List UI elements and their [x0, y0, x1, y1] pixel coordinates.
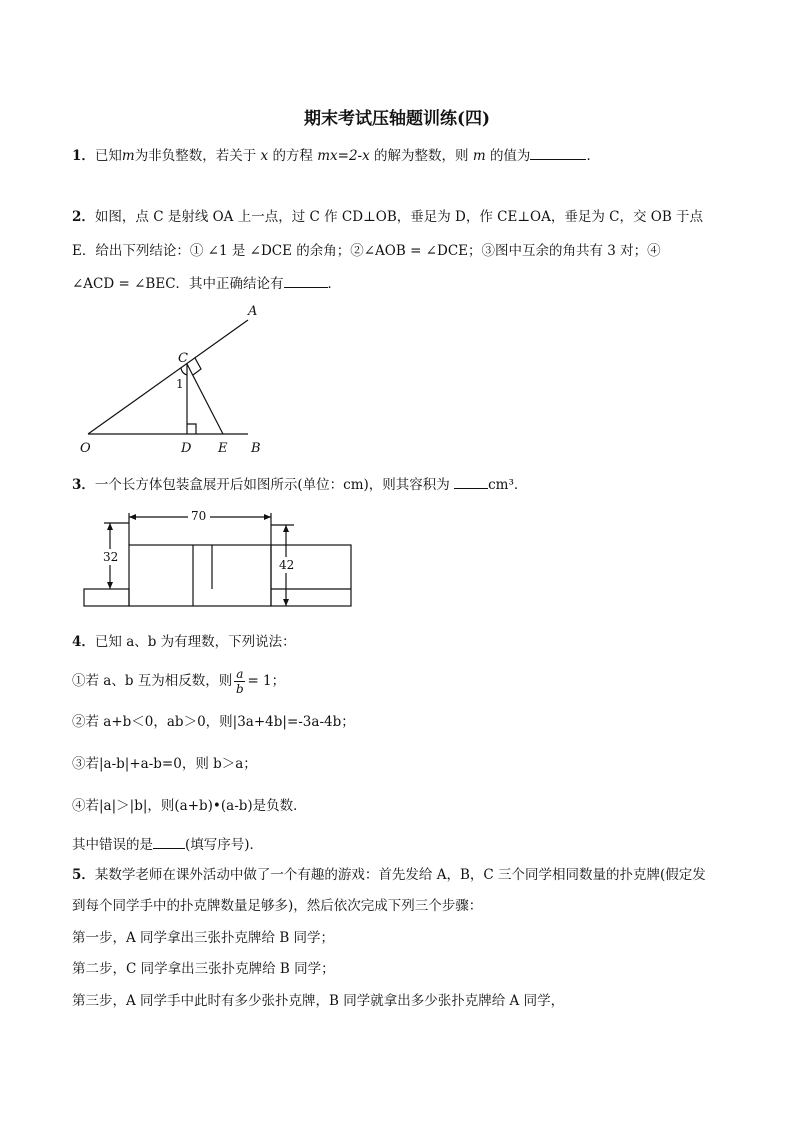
q2-text: ∠ACD = ∠BEC．其中正确结论有 — [72, 276, 284, 292]
q4-statement-text: = 1； — [247, 673, 286, 689]
q4-statement-2: ②若 a+b＜0，ab＞0，则|3a+4b|=-3a-4b； — [72, 714, 355, 730]
q4-statement-3: ③若|a-b|+a-b=0，则 b＞a； — [72, 756, 257, 772]
label-angle-1: 1 — [176, 377, 184, 391]
q1-var-m: m — [121, 148, 135, 164]
page-title: 期末考试压轴题训练(四) — [303, 109, 491, 129]
answer-blank[interactable] — [530, 145, 586, 160]
question-2-line-3 — [72, 273, 341, 293]
label-o: O — [80, 441, 91, 456]
question-number: 1． — [72, 148, 95, 164]
question-5-step-2: 第二步，C 同学拿出三张扑克牌给 B 同学； — [72, 961, 335, 977]
question-3 — [72, 474, 527, 494]
fraction-a-over-b — [234, 667, 245, 696]
ray-oa — [88, 320, 248, 434]
dim-label-32: 32 — [103, 550, 119, 564]
q1-text: 的解为整数，则 — [374, 148, 469, 164]
question-5-line-2: 到每个同学手中的扑克牌数量足够多)，然后依次完成下列三个步骤： — [72, 898, 483, 914]
q3-unit: cm³． — [488, 477, 528, 493]
question-1 — [72, 145, 600, 165]
question-number: 2． — [72, 209, 95, 225]
answer-blank[interactable] — [153, 834, 185, 849]
dim-label-42: 42 — [279, 558, 295, 572]
q2-end: ． — [327, 276, 342, 292]
question-5-line-1 — [72, 866, 706, 884]
question-number: 3． — [72, 477, 95, 493]
q1-text: 的方程 — [272, 148, 313, 164]
fraction-numerator: a — [236, 667, 244, 681]
net-right-faces — [271, 545, 351, 606]
q3-text: 一个长方体包装盒展开后如图所示(单位：cm)，则其容积为 — [94, 477, 450, 493]
net-main-faces — [129, 545, 271, 606]
geometry-figure — [70, 300, 270, 460]
q1-text: 为非负整数，若关于 — [134, 148, 257, 164]
question-2-line-2: E．给出下列结论：① ∠1 是 ∠DCE 的余角；②∠AOB = ∠DCE；③图中互余的角共有 3 对；④ — [72, 243, 661, 259]
label-c: C — [178, 351, 188, 366]
question-5-step-3: 第三步，A 同学手中此时有多少张扑克牌，B 同学就拿出多少张扑克牌给 A 同学， — [72, 993, 565, 1009]
question-number: 4． — [72, 634, 95, 650]
q4-statement-4: ④若|a|＞|b|，则(a+b)•(a-b)是负数． — [72, 798, 307, 814]
label-a: A — [248, 304, 258, 319]
right-angle-mark-d — [187, 424, 196, 434]
q1-text: 已知 — [94, 148, 122, 164]
angle-1-arc — [181, 368, 187, 375]
box-net-figure — [80, 505, 300, 615]
q1-text: 的值为 — [489, 148, 531, 164]
dim-label-70: 70 — [191, 509, 207, 523]
question-5-step-1: 第一步，A 同学拿出三张扑克牌给 B 同学； — [72, 930, 335, 946]
q4-statement-1 — [72, 667, 285, 696]
q1-var-x: x — [260, 148, 269, 164]
q1-equation: mx=2-x — [317, 148, 370, 164]
right-angle-mark-c — [193, 358, 201, 375]
answer-blank[interactable] — [454, 474, 488, 489]
question-2-line-1 — [72, 208, 703, 226]
q4-question-text: 其中错误的是 — [72, 837, 153, 853]
answer-blank[interactable] — [284, 273, 328, 288]
label-b: B — [251, 441, 261, 456]
q4-question-text: (填写序号)． — [185, 837, 264, 853]
q1-end: ． — [586, 148, 600, 164]
label-e: E — [218, 441, 228, 456]
net-left-flap — [84, 589, 129, 606]
question-4 — [72, 633, 296, 651]
q1-var-m: m — [472, 148, 486, 164]
q5-text: 某数学老师在课外活动中做了一个有趣的游戏：首先发给 A，B，C 三个同学相同数量的扑克牌(假定发 — [94, 867, 706, 883]
q2-text: 如图，点 C 是射线 OA 上一点，过 C 作 CD⊥OB，垂足为 D，作 CE⊥OA，垂足为 C，交 OB 于点 — [94, 209, 704, 225]
q4-intro: 已知 a、b 为有理数，下列说法： — [94, 634, 296, 650]
question-number: 5． — [72, 867, 95, 883]
q4-statement-text: ①若 a、b 互为相反数，则 — [72, 673, 233, 689]
q4-question — [72, 834, 263, 854]
label-d: D — [181, 441, 192, 456]
fraction-denominator: b — [236, 682, 244, 696]
